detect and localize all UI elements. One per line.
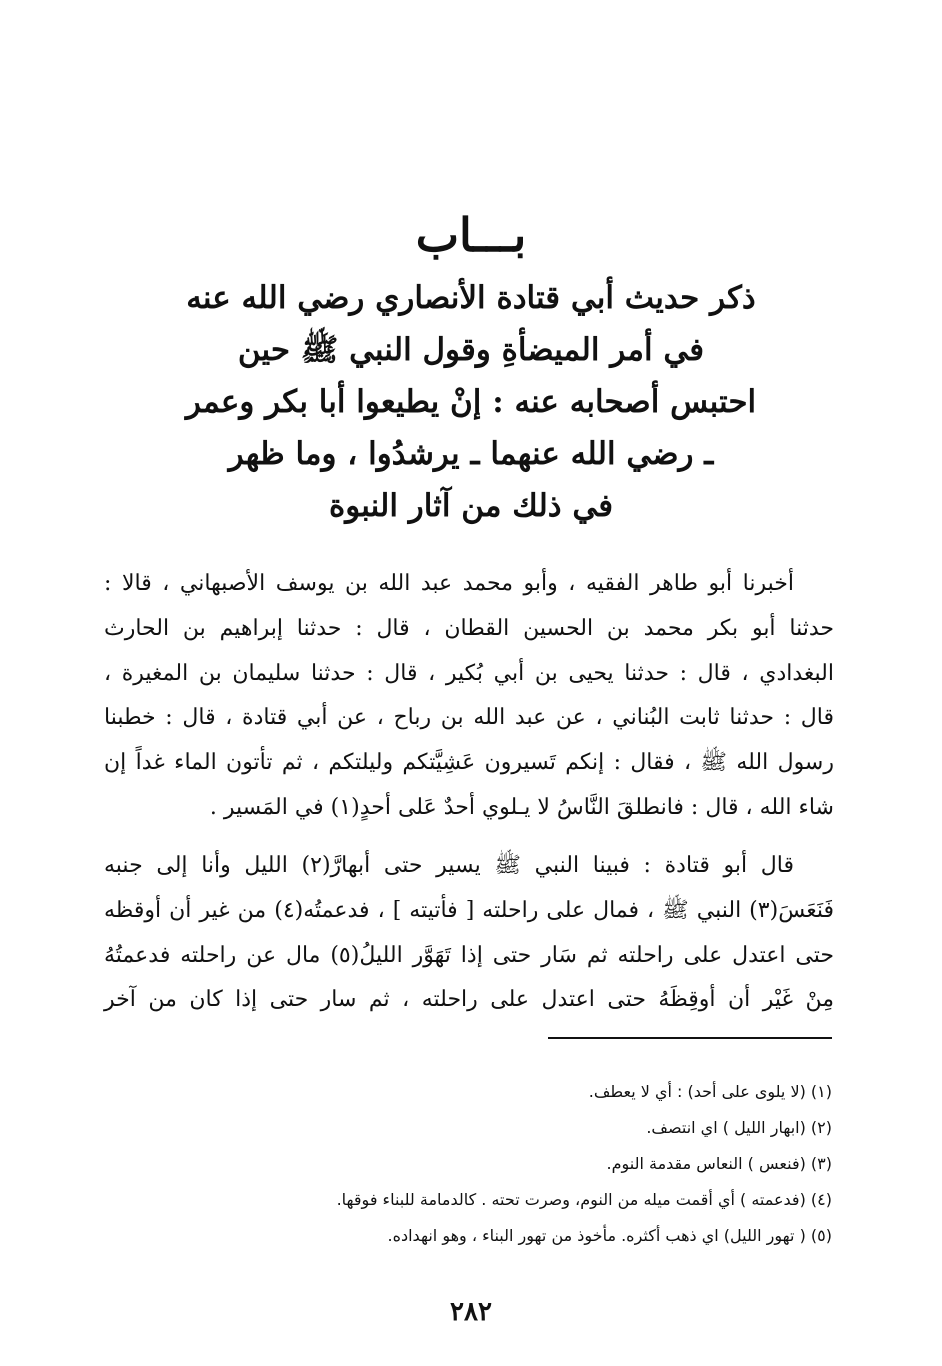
text-line: فَنَعَسَ(٣) النبي ﷺ ، فمال على راحلته [ فأتيته ] ، فدعمتُه(٤) من غير أن أوقظه [104, 897, 835, 923]
text-line: شاء الله ، قال : فانطلقَ النَّاسُ لا يـلوي أحدٌ عَلى أحدٍ(١) في المَسير . [209, 794, 834, 820]
footnote: (٤) (فدعمته ) أي أقمت ميله من النوم، وصرت تحته . كالدمامة للبناء فوقها. [336, 1190, 832, 1209]
heading-line: ـ رضي الله عنهما ـ يرشدُوا ، وما ظهر [228, 436, 714, 472]
text-line: رسول الله ﷺ ، فقال : إنكم تَسيرون عَشِيَّتكم وليلتكم ، ثم تأتون الماء غداً إن [104, 750, 834, 776]
footnote-divider [548, 1037, 832, 1039]
footnote: (٢) (ابهار الليل ) اي انتصف. [646, 1118, 832, 1137]
heading-line: في ذلك من آثار النبوة [328, 488, 614, 524]
chapter-heading [140, 272, 802, 532]
page-number: ٢٨٢ [450, 1297, 492, 1327]
heading-line: احتبس أصحابه عنه : إنْ يطيعوا أبا بكر وعمر [185, 384, 757, 420]
body-paragraph-1 [104, 562, 834, 831]
heading-line: في أمر الميضأةِ وقول النبي ﷺ حين [237, 332, 705, 368]
text-line: مِنْ غَيْر أن أوقِظَهُ حتى اعتدل على راحلته ، ثم سار حتى إذا كان من آخر [104, 987, 835, 1013]
text-line: أخبرنا أبو طاهر الفقيه ، وأبو محمد عبد الله بن يوسف الأصبهاني ، قالا : [104, 571, 794, 596]
footnote: (٥) ( تهور الليل) اي ذهب أكثره. مأخوذ من تهور البناء ، وهو انهداده. [387, 1226, 832, 1245]
text-line: قال : حدثنا ثابت البُناني ، عن عبد الله بن رباح ، عن أبي قتادة ، قال : خطبنا [104, 705, 834, 731]
body-paragraph-2 [104, 844, 834, 1023]
text-line: حدثنا أبو بكر محمد بن الحسين القطان ، قال : حدثنا إبراهيم بن الحارث [104, 615, 834, 641]
footnote: (٣) (فنعس ) النعاس مقدمة النوم. [606, 1154, 832, 1173]
heading-line: ذكر حديث أبي قتادة الأنصاري رضي الله عنه [186, 280, 756, 316]
text-line: قال أبو قتادة : فبينا النبي ﷺ يسير حتى أبهارَّ(٢) الليل وأنا إلى جنبه [104, 853, 795, 878]
text-line: حتى اعتدل على راحلته ثم سَار حتى إذا تَهَوَّر الليلُ(٥) مال عن راحلته فدعمتُهُ [104, 942, 834, 968]
footnotes [132, 1074, 832, 1254]
footnote: (١) (لا يلوى على أحد) : أي لا يعطف. [588, 1082, 832, 1101]
text-line: البغدادي ، قال : حدثنا يحيى بن أبي بُكير ، قال : حدثنا سليمان بن المغيرة ، [104, 660, 834, 686]
chapter-label: بـــاب [415, 208, 527, 262]
